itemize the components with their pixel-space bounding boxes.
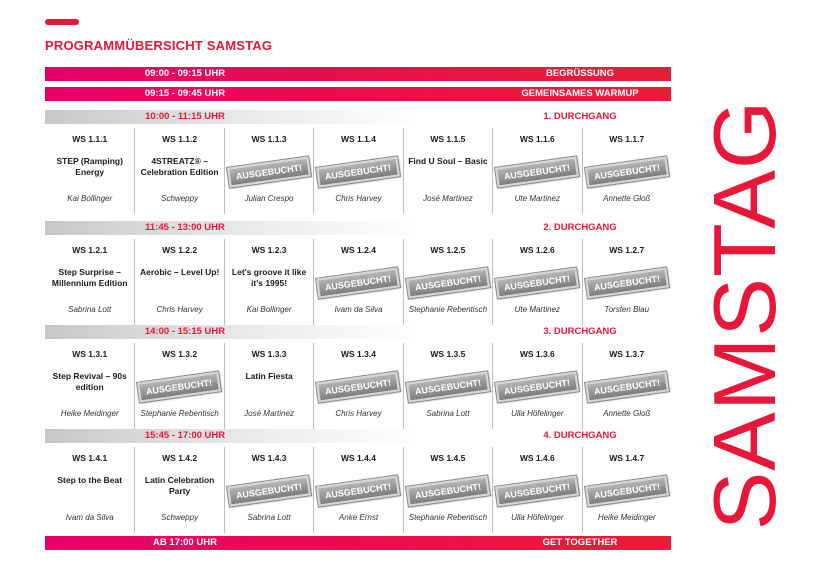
workshop-code: WS 1.3.7 xyxy=(609,349,645,359)
sold-out-stamp: AUSGEBUCHT! xyxy=(495,371,579,402)
page-title: PROGRAMMÜBERSICHT SAMSTAG xyxy=(45,38,273,53)
workshop-cell xyxy=(45,128,134,214)
workshop-code: WS 1.3.3 xyxy=(251,349,287,359)
workshop-code: WS 1.1.5 xyxy=(430,134,466,144)
workshop-cell xyxy=(224,343,313,429)
workshop-cell xyxy=(134,128,223,214)
workshop-cell xyxy=(134,343,223,429)
workshop-row xyxy=(45,128,671,214)
sold-out-stamp: AUSGEBUCHT! xyxy=(406,267,490,298)
sold-out-stamp: AUSGEBUCHT! xyxy=(495,475,579,506)
workshop-cell xyxy=(45,447,134,533)
workshop-trainer: Sabrina Lott xyxy=(247,513,291,522)
session-time: 11:45 - 13:00 UHR xyxy=(145,222,225,233)
workshop-code: WS 1.1.2 xyxy=(162,134,198,144)
session-label: 4. DURCHGANG xyxy=(543,430,617,441)
sold-out-stamp: AUSGEBUCHT! xyxy=(316,156,400,187)
workshop-code: WS 1.3.2 xyxy=(162,349,198,359)
band-time: 09:15 - 09:45 UHR xyxy=(144,88,226,99)
workshop-code: WS 1.3.6 xyxy=(519,349,555,359)
workshop-name: Step Surprise – Millennium Edition xyxy=(51,267,128,288)
workshop-cell xyxy=(313,239,402,325)
workshop-cell xyxy=(492,128,581,214)
workshop-cell xyxy=(313,343,402,429)
workshop-code: WS 1.2.1 xyxy=(72,245,108,255)
workshop-cell xyxy=(492,239,581,325)
workshop-trainer: Ute Martinez xyxy=(514,305,560,314)
band-label: GET TOGETHER xyxy=(542,537,618,548)
workshop-trainer: Chris Harvey xyxy=(156,305,203,314)
sold-out-stamp: AUSGEBUCHT! xyxy=(316,267,400,298)
sold-out-stamp: AUSGEBUCHT! xyxy=(495,156,579,187)
session-header xyxy=(45,429,671,443)
sold-out-stamp: AUSGEBUCHT! xyxy=(585,475,669,506)
workshop-name: 4STREATZ® – Celebration Edition xyxy=(140,156,219,177)
workshop-row xyxy=(45,239,671,325)
workshop-trainer: Stephanie Rebentisch xyxy=(408,513,488,522)
workshop-code: WS 1.4.3 xyxy=(251,453,287,463)
workshop-name: Step Revival – 90s edition xyxy=(52,371,127,392)
workshop-cell xyxy=(45,239,134,325)
band-label: BEGRÜSSUNG xyxy=(545,68,615,79)
workshop-trainer: Annette Gloß xyxy=(603,194,651,203)
workshop-trainer: Schweppy xyxy=(161,194,199,203)
workshop-cell xyxy=(224,128,313,214)
workshop-cell xyxy=(582,343,671,429)
workshop-code: WS 1.4.5 xyxy=(430,453,466,463)
workshop-code: WS 1.2.3 xyxy=(251,245,287,255)
workshop-name: STEP (Ramping) Energy xyxy=(56,156,123,177)
workshop-code: WS 1.2.4 xyxy=(340,245,376,255)
workshop-trainer: Schweppy xyxy=(161,513,199,522)
side-title-text: SAMSTAG xyxy=(695,99,794,531)
workshop-code: WS 1.4.2 xyxy=(162,453,198,463)
sold-out-stamp: AUSGEBUCHT! xyxy=(316,475,400,506)
workshop-trainer: Julian Crespo xyxy=(244,194,294,203)
workshop-code: WS 1.4.7 xyxy=(609,453,645,463)
session-time: 14:00 - 15:15 UHR xyxy=(144,326,226,337)
workshop-code: WS 1.3.5 xyxy=(430,349,466,359)
sold-out-stamp: AUSGEBUCHT! xyxy=(227,156,311,187)
workshop-cell xyxy=(582,128,671,214)
workshop-trainer: Stephanie Rebentisch xyxy=(140,409,219,418)
sold-out-stamp: AUSGEBUCHT! xyxy=(585,267,669,298)
workshop-code: WS 1.2.6 xyxy=(519,245,555,255)
session-header xyxy=(45,110,671,124)
workshop-trainer: Ulla Höfelinger xyxy=(511,513,564,522)
band-welcome xyxy=(45,67,671,81)
workshop-code: WS 1.4.1 xyxy=(72,453,108,463)
workshop-trainer: Chris Harvey xyxy=(335,194,382,203)
session-header xyxy=(45,325,671,339)
workshop-cell xyxy=(313,447,402,533)
workshop-trainer: Anke Ernst xyxy=(338,513,379,522)
session-label: 2. DURCHGANG xyxy=(543,222,617,233)
workshop-trainer: Heike Meidinger xyxy=(60,409,119,418)
workshop-code: WS 1.2.7 xyxy=(609,245,645,255)
workshop-code: WS 1.1.1 xyxy=(72,134,108,144)
workshop-code: WS 1.3.4 xyxy=(340,349,376,359)
session-time: 15:45 - 17:00 UHR xyxy=(144,430,226,441)
workshop-trainer: Sabrina Lott xyxy=(426,409,470,418)
workshop-cell xyxy=(403,239,492,325)
workshop-trainer: Ute Martinez xyxy=(514,194,560,203)
workshop-cell xyxy=(134,239,223,325)
sold-out-stamp: AUSGEBUCHT! xyxy=(227,475,311,506)
workshop-cell xyxy=(582,239,671,325)
workshop-row xyxy=(45,343,671,429)
sold-out-stamp: AUSGEBUCHT! xyxy=(137,371,221,402)
workshop-trainer: Sabrina Lott xyxy=(68,305,112,314)
workshop-cell xyxy=(224,447,313,533)
workshop-code: WS 1.4.6 xyxy=(519,453,555,463)
workshop-trainer: Kai Bollinger xyxy=(67,194,113,203)
workshop-trainer: José Martinez xyxy=(423,194,473,203)
workshop-cell xyxy=(403,128,492,214)
workshop-code: WS 1.2.5 xyxy=(430,245,466,255)
workshop-code: WS 1.1.7 xyxy=(609,134,645,144)
workshop-cell xyxy=(134,447,223,533)
band-time: 09:00 - 09:15 UHR xyxy=(144,68,226,79)
workshop-cell xyxy=(45,343,134,429)
workshop-trainer: Heike Meidinger xyxy=(597,513,656,522)
band-label: GEMEINSAMES WARMUP xyxy=(521,88,639,99)
workshop-cell xyxy=(403,447,492,533)
sold-out-stamp: AUSGEBUCHT! xyxy=(585,156,669,187)
sold-out-stamp: AUSGEBUCHT! xyxy=(406,475,490,506)
band-time: AB 17:00 UHR xyxy=(153,537,217,548)
workshop-cell xyxy=(403,343,492,429)
sold-out-stamp: AUSGEBUCHT! xyxy=(406,371,490,402)
workshop-name: Step to the Beat xyxy=(57,475,123,485)
workshop-trainer: José Martinez xyxy=(244,409,294,418)
sold-out-stamp: AUSGEBUCHT! xyxy=(316,371,400,402)
side-title xyxy=(695,70,794,560)
workshop-code: WS 1.1.4 xyxy=(340,134,376,144)
workshop-code: WS 1.3.1 xyxy=(72,349,108,359)
session-header xyxy=(45,221,671,235)
workshop-trainer: Stephanie Rebentisch xyxy=(408,305,488,314)
workshop-trainer: Annette Gloß xyxy=(603,409,651,418)
workshop-cell xyxy=(224,239,313,325)
workshop-row xyxy=(45,447,671,533)
band-get-together xyxy=(45,536,671,550)
workshop-trainer: Ivam da Silva xyxy=(334,305,383,314)
workshop-cell xyxy=(313,128,402,214)
workshop-code: WS 1.1.6 xyxy=(519,134,555,144)
sold-out-stamp: AUSGEBUCHT! xyxy=(495,267,579,298)
workshop-code: WS 1.2.2 xyxy=(162,245,198,255)
session-time: 10:00 - 11:15 UHR xyxy=(145,111,225,122)
session-label: 1. DURCHGANG xyxy=(543,111,617,122)
workshop-trainer: Ulla Höfelinger xyxy=(511,409,564,418)
workshop-cell xyxy=(492,447,581,533)
band-warmup xyxy=(45,87,671,101)
workshop-code: WS 1.4.4 xyxy=(340,453,376,463)
workshop-name: Find U Soul – Basic xyxy=(408,156,488,166)
workshop-trainer: Kai Bollinger xyxy=(246,305,292,314)
accent-bar xyxy=(45,19,79,25)
workshop-name: Latin Fiesta xyxy=(245,371,293,381)
workshop-trainer: Torsten Blau xyxy=(604,305,650,314)
workshop-cell xyxy=(492,343,581,429)
workshop-trainer: Ivam da Silva xyxy=(65,513,114,522)
workshop-cell xyxy=(582,447,671,533)
session-label: 3. DURCHGANG xyxy=(543,326,617,337)
workshop-name: Aerobic – Level Up! xyxy=(139,267,220,277)
workshop-name: Let's groove it like it's 1995! xyxy=(231,267,307,288)
workshop-name: Latin Celebration Party xyxy=(144,475,215,496)
workshop-code: WS 1.1.3 xyxy=(251,134,287,144)
sold-out-stamp: AUSGEBUCHT! xyxy=(585,371,669,402)
workshop-trainer: Chris Harvey xyxy=(335,409,382,418)
